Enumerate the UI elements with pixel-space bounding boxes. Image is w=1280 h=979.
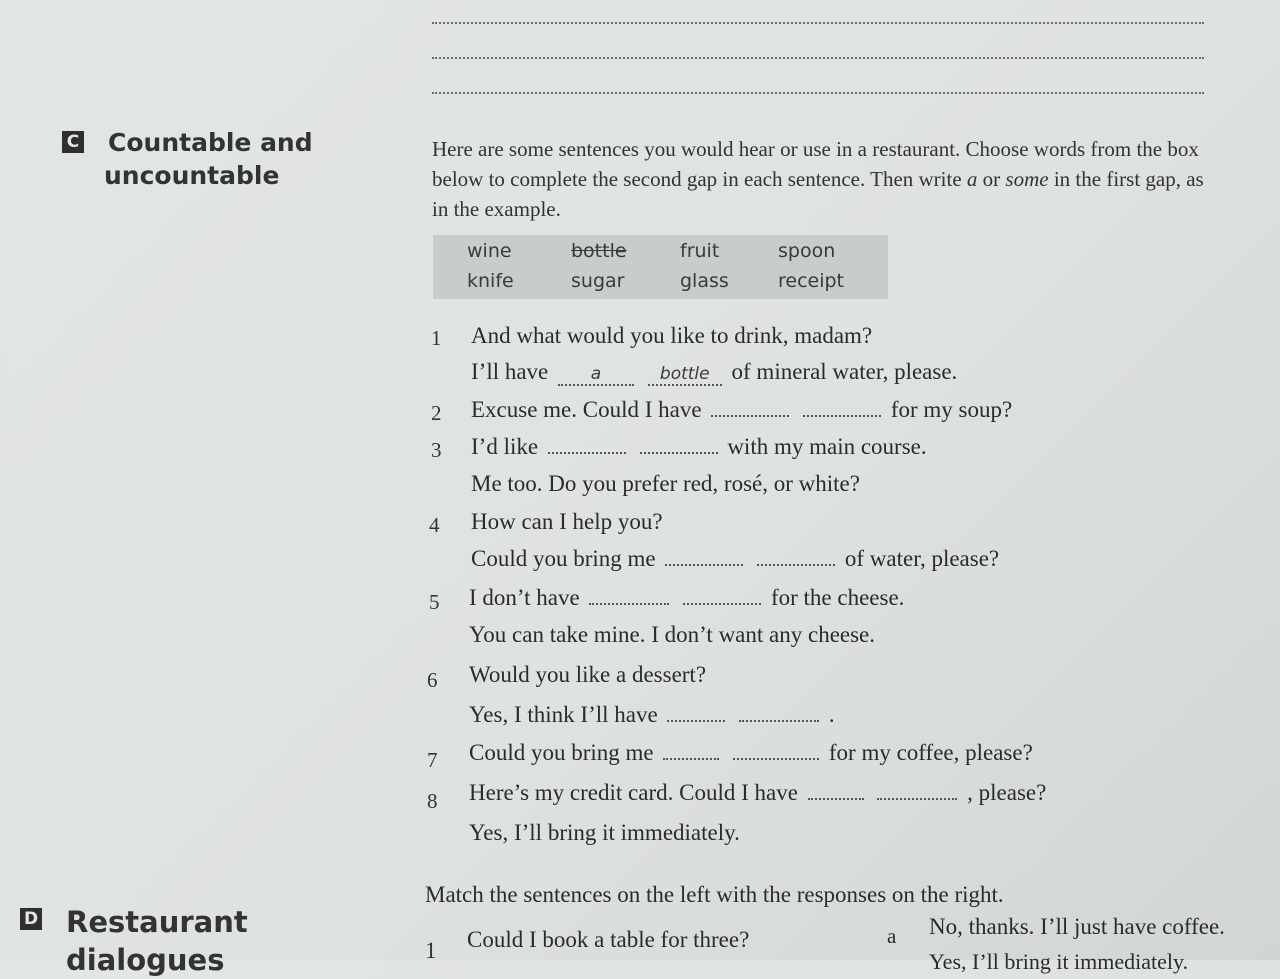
section-c-title-line2: uncountable [104,161,280,190]
gap-field[interactable] [808,782,864,800]
answer-line-1 [432,22,1204,24]
gap-field[interactable] [877,782,957,800]
word-receipt: receipt [778,270,845,292]
word-wine: wine [467,240,512,262]
question-number: 1 [431,326,442,350]
question-number: 2 [431,401,442,425]
gap-2-filled[interactable]: bottle [648,364,722,386]
gap-field[interactable] [739,704,819,722]
match-right-item: No, thanks. I’ll just have coffee. [929,914,1225,939]
question-8-line: Here’s my credit card. Could I have , please? [469,780,1047,805]
section-d-heading [20,903,326,979]
question-number: 7 [427,748,438,772]
section-d-instructions: Match the sentences on the left with the responses on the right. [425,882,1004,907]
answer-line-3 [432,92,1204,94]
gap-field[interactable] [667,704,725,722]
section-c-title [104,126,348,192]
gap-field[interactable] [733,742,819,760]
question-5-response: You can take mine. I don’t want any cheese. [469,622,876,647]
word-bottle: bottle [571,240,627,262]
gap-field[interactable] [683,587,761,605]
question-number: 3 [431,438,442,462]
question-1-prompt: And what would you like to drink, madam? [471,323,873,348]
section-c-letter: C [62,131,84,153]
match-left-item: Could I book a table for three? [467,927,750,952]
gap-field[interactable] [640,436,718,454]
answer-line-2 [432,57,1204,59]
gap-field[interactable] [711,399,789,417]
question-number: 4 [429,513,440,537]
question-4-line: Could you bring me of water, please? [471,546,1000,571]
question-6-line: Yes, I think I’ll have . [469,702,835,727]
gap-field[interactable] [663,742,719,760]
word-glass: glass [680,270,729,292]
word-knife: knife [467,270,514,292]
gap-1-filled[interactable]: a [558,364,634,386]
question-4-prompt: How can I help you? [471,509,663,534]
question-8-response: Yes, I’ll bring it immediately. [469,820,740,845]
question-5-line: I don’t have for the cheese. [469,585,905,610]
match-left-number: 1 [425,938,437,963]
word-spoon: spoon [778,240,836,262]
gap-field[interactable] [803,399,881,417]
section-c-title-line1: Countable and [108,128,313,157]
gap-field[interactable] [589,587,669,605]
gap-field[interactable] [665,548,743,566]
gap-field[interactable] [757,548,835,566]
gap-field[interactable] [548,436,626,454]
question-3-response: Me too. Do you prefer red, rosé, or white? [471,471,860,496]
match-right-letter: a [887,924,897,948]
question-6-prompt: Would you like a dessert? [469,662,707,687]
question-3-line: I’d like with my main course. [471,434,927,459]
word-fruit: fruit [680,240,720,262]
question-7-line: Could you bring me for my coffee, please? [469,740,1033,765]
question-number: 8 [427,789,438,813]
section-c-heading [62,126,348,192]
section-d-title-line2: dialogues [66,943,225,977]
word-box [433,235,888,299]
section-d-title-line1: Restaurant [66,905,248,939]
word-sugar: sugar [571,270,625,292]
question-number: 6 [427,668,438,692]
match-right-item-cut: Yes, I’ll bring it immediately. [929,949,1189,974]
section-d-title [66,903,326,979]
question-number: 5 [429,590,440,614]
section-c-instructions: Here are some sentences you would hear or use in a restaurant. Choose words from the box below to complete the second gap in each sentence. Then write a or some in the first gap, as in the example. [432,137,1204,221]
question-2-line: Excuse me. Could I have for my soup? [471,397,1013,422]
section-d-letter: D [20,908,42,930]
question-1-answer-line: I’ll have a bottle of mineral water, please. [471,359,958,384]
